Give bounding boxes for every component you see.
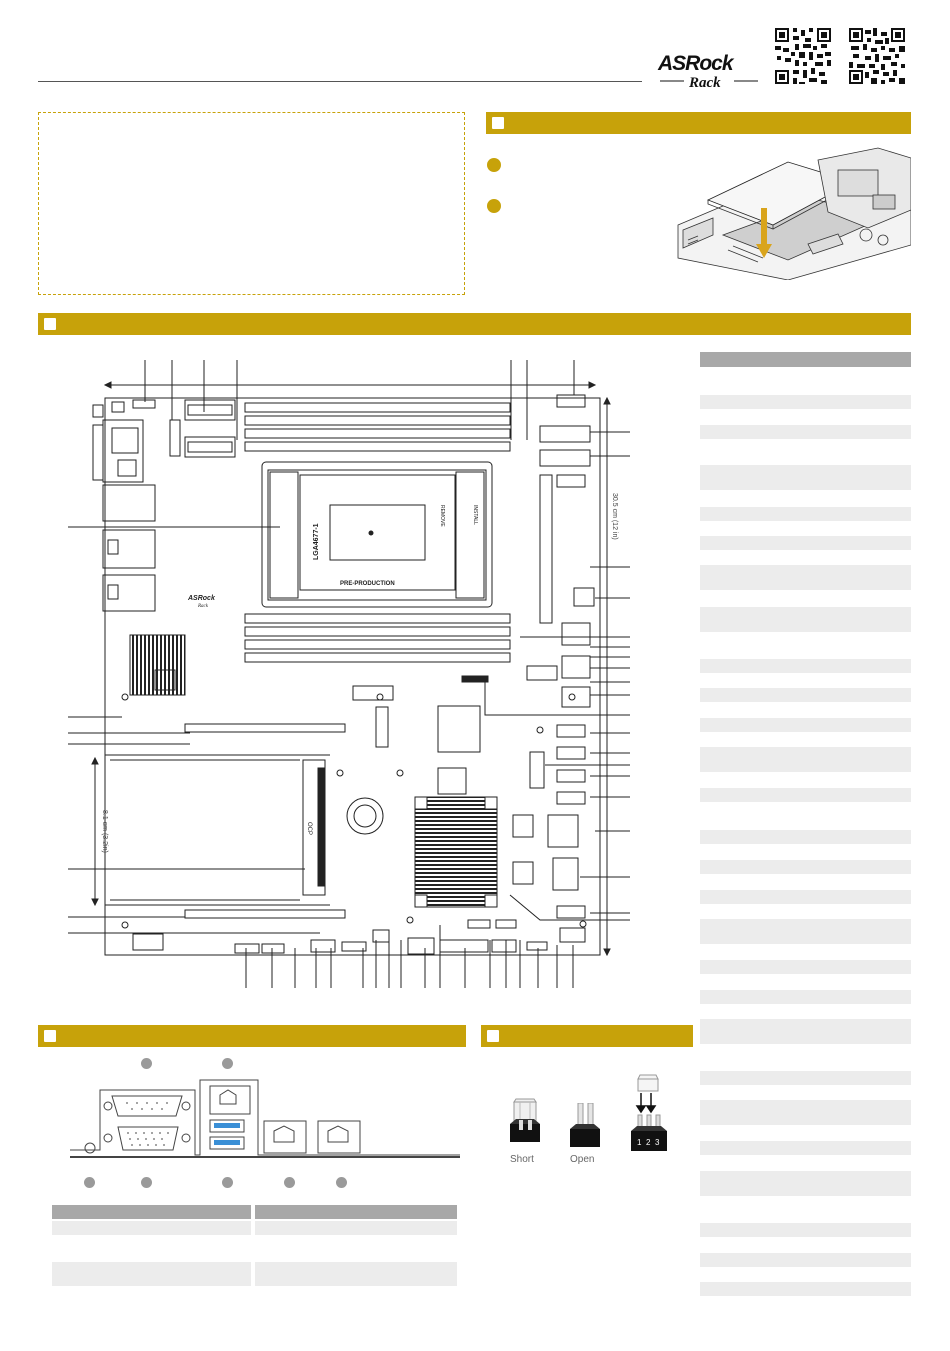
table-row	[700, 960, 911, 974]
step-bullet-1	[487, 158, 501, 172]
table-row	[700, 465, 911, 490]
serial-port-icon	[104, 1096, 190, 1116]
layout-table-header	[700, 352, 911, 367]
table-row	[700, 536, 911, 550]
socket-install: INSTALL	[472, 505, 478, 525]
table-row	[700, 919, 911, 944]
table-row	[700, 890, 911, 904]
vga-port-icon	[104, 1127, 190, 1150]
table-row	[700, 1141, 911, 1155]
dimension-width: 30.5 cm (12 in)	[611, 493, 618, 540]
table-row	[700, 830, 911, 844]
arrow-down-icon	[637, 1093, 655, 1112]
jumper-pin-2: 2	[646, 1138, 651, 1147]
jumper-cap-icon	[514, 1099, 536, 1122]
jumper-pin-1: 1	[637, 1138, 642, 1147]
step-bullet-2	[487, 199, 501, 213]
section-number-box	[492, 117, 504, 129]
socket-label: LGA4677-1	[313, 523, 320, 560]
table-row	[700, 718, 911, 732]
table-row	[700, 747, 911, 772]
socket-prepro: PRE-PRODUCTION	[340, 581, 395, 587]
section-bar-jumper	[481, 1025, 693, 1047]
table-row	[700, 860, 911, 874]
section-number-box	[487, 1030, 499, 1042]
io-callout-dot	[84, 1177, 95, 1188]
table-row	[700, 990, 911, 1004]
section-bar-installation	[486, 112, 911, 134]
ocp-label: OCP	[306, 822, 312, 836]
section-number-box	[44, 318, 56, 330]
board-logo-text: ASRock	[188, 595, 215, 602]
table-row	[700, 607, 911, 632]
table-row	[700, 1100, 911, 1125]
board-logo-sub: Rack	[198, 604, 208, 609]
header-rule	[38, 81, 642, 82]
jumper-short-label: Short	[510, 1154, 534, 1165]
notice-box	[38, 112, 465, 295]
table-row	[700, 1171, 911, 1196]
section-bar-io-panel	[38, 1025, 466, 1047]
table-row	[255, 1221, 457, 1235]
section-bar-layout	[38, 313, 911, 335]
io-table-header-right	[255, 1205, 457, 1219]
logo-text-rack: Rack	[689, 75, 721, 91]
jumper-cap-icon	[638, 1075, 658, 1091]
table-row	[255, 1262, 457, 1286]
io-callout-dot	[141, 1058, 152, 1069]
usb-port-icon	[214, 1123, 240, 1128]
table-row	[700, 507, 911, 521]
qr-code-icon	[849, 28, 905, 84]
jumper-open-label: Open	[570, 1154, 595, 1165]
table-row	[700, 395, 911, 409]
jumper-123-illustration	[628, 1073, 670, 1155]
chassis-install-illustration	[668, 140, 911, 280]
table-row	[700, 1071, 911, 1085]
motherboard-layout-diagram	[38, 350, 638, 1000]
table-row	[700, 565, 911, 590]
table-row	[700, 659, 911, 673]
jumper-pin-3: 3	[655, 1138, 660, 1147]
table-row	[52, 1221, 251, 1235]
jumper-short-illustration	[506, 1098, 544, 1153]
jumper-open-illustration	[566, 1103, 604, 1153]
io-callout-dot	[284, 1177, 295, 1188]
asrock-rack-logo	[656, 50, 762, 92]
io-callout-dot	[141, 1177, 152, 1188]
dimension-offset: 8.1 cm (3.2in)	[101, 810, 108, 853]
table-row	[52, 1262, 251, 1286]
section-number-box	[44, 1030, 56, 1042]
qr-code-icon	[775, 28, 831, 84]
logo-text-asrock: ASRock	[658, 52, 733, 75]
socket-remove: REMOVE	[439, 505, 445, 527]
table-row	[700, 425, 911, 439]
table-row	[700, 1223, 911, 1237]
table-row	[700, 1282, 911, 1296]
io-table-header-left	[52, 1205, 251, 1219]
io-callout-dot	[222, 1058, 233, 1069]
table-row	[700, 1019, 911, 1044]
table-row	[700, 788, 911, 802]
table-row	[700, 1253, 911, 1267]
io-panel-illustration	[70, 1078, 465, 1163]
io-callout-dot	[336, 1177, 347, 1188]
io-callout-dot	[222, 1177, 233, 1188]
table-row	[700, 688, 911, 702]
